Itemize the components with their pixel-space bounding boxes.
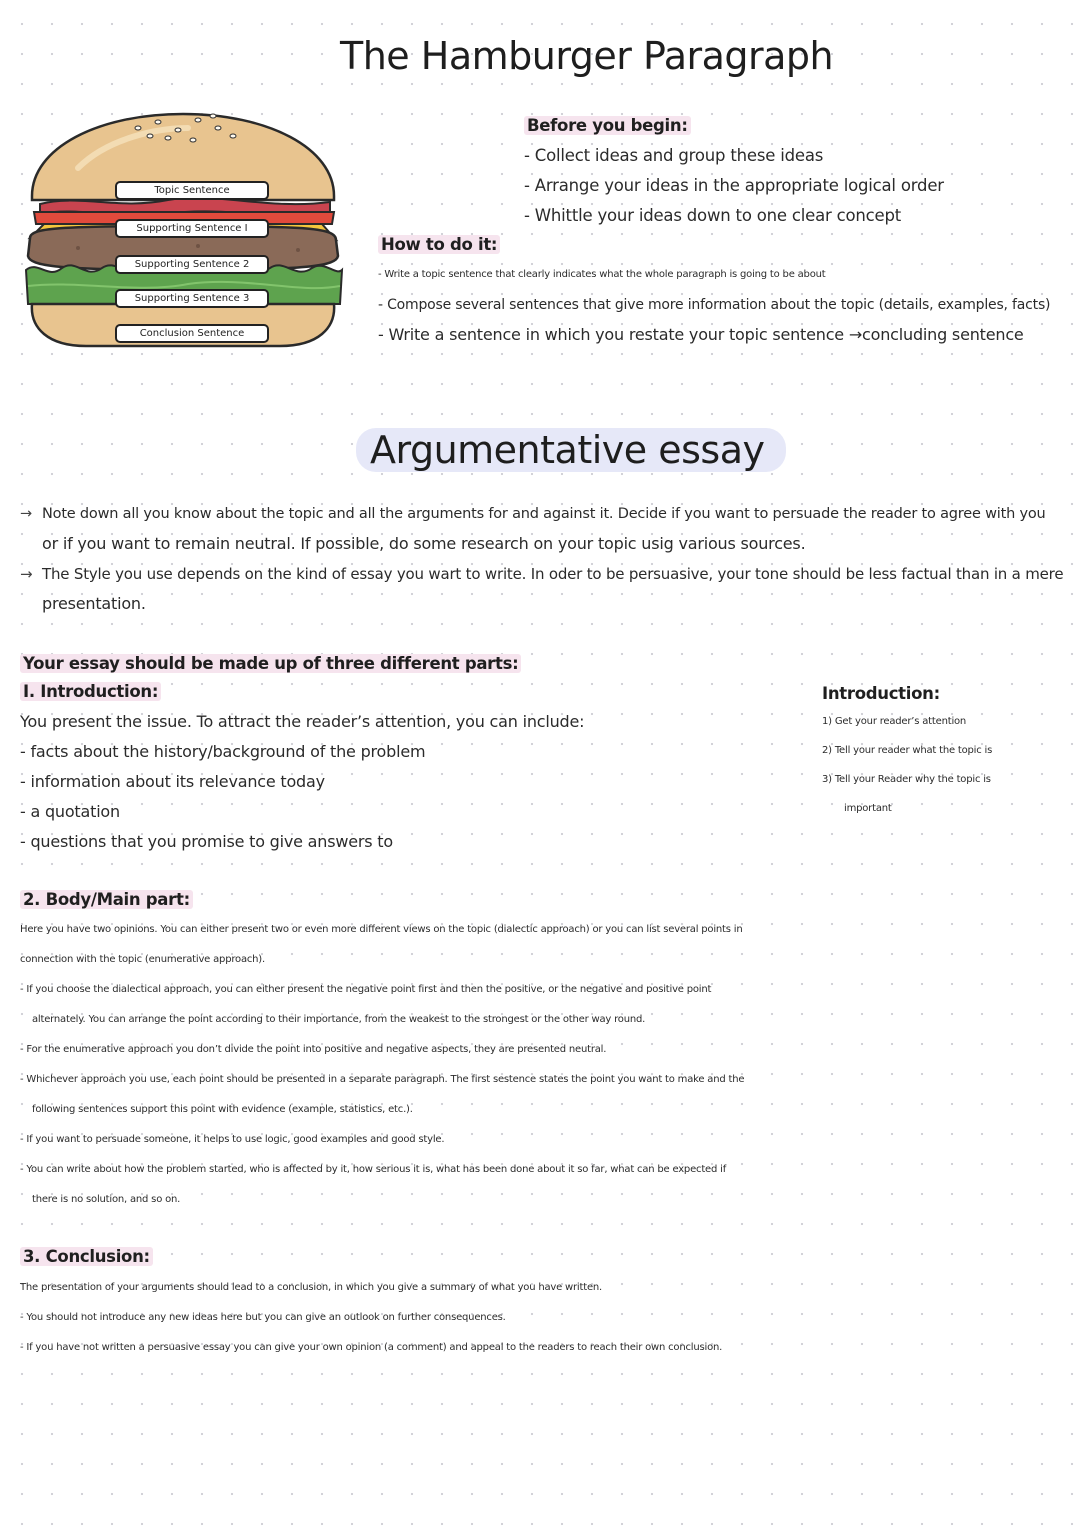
essay-notes xyxy=(20,499,1070,619)
conclusion-heading: 3. Conclusion: xyxy=(20,1242,153,1272)
intro-list xyxy=(20,707,584,857)
note-line: or if you want to remain neutral. If possible, do some research on your topic usig various sources. xyxy=(42,534,806,553)
intro-heading: I. Introduction: xyxy=(20,677,161,707)
body-line: - Whichever approach you use, each point should be presented in a separate paragraph. The first sestence states the point you want to make and the xyxy=(20,1074,745,1085)
body-line: following sentences support this point with evidence (example, statistics, etc.). xyxy=(32,1104,413,1115)
body-heading: 2. Body/Main part: xyxy=(20,885,193,915)
body-line: - For the enumerative approach you don’t divide the point into positive and negative aspects, they are presented neutral. xyxy=(20,1044,607,1055)
before-item: - Whittle your ideas down to one clear concept xyxy=(524,206,902,225)
intro-box-list xyxy=(822,707,1072,823)
how-item: - Write a topic sentence that clearly indicates what the whole paragraph is going to be about xyxy=(378,269,826,280)
label-supporting-sentence-3: Supporting Sentence 3 xyxy=(115,289,269,308)
note-line: → The Style you use depends on the kind of essay you wart to write. In oder to be persuasive, your tone should be less factual than in a mere xyxy=(20,559,1070,589)
intro-box-heading: Introduction: xyxy=(822,684,940,703)
body-line: - You can write about how the problem started, who is affected by it, how serious it is, what has been done about it so far, what can be expected if xyxy=(20,1164,727,1175)
label-topic-sentence: Topic Sentence xyxy=(115,181,269,200)
intro-box-item: 3) Tell your Reader why the topic is xyxy=(822,774,991,785)
body-line: Here you have two opinions. You can either present two or even more different views on the topic (dialectic approach) or you can list several points in xyxy=(20,924,743,935)
body-line: - If you choose the dialectical approach, you can either present the negative point first and then the positive, or the negative and positive point xyxy=(20,984,712,995)
body-line: alternately. You can arrange the point according to their importance, from the weakest to the strongest or the other way round. xyxy=(32,1014,646,1025)
conclusion-line: The presentation of your arguments should lead to a conclusion, in which you give a summary of what you have written. xyxy=(20,1282,603,1293)
arrow-icon: → xyxy=(20,506,32,522)
label-conclusion-sentence: Conclusion Sentence xyxy=(115,324,269,343)
intro-box-item: 2) Tell your reader what the topic is xyxy=(822,745,993,756)
body-list xyxy=(20,915,1075,1215)
essay-title: Argumentative essay xyxy=(356,428,786,472)
parts-heading: Your essay should be made up of three different parts: xyxy=(20,649,521,679)
page-title: The Hamburger Paragraph xyxy=(340,34,834,78)
before-item: - Collect ideas and group these ideas xyxy=(524,146,824,165)
arrow-icon: → xyxy=(20,565,33,583)
intro-line: - information about its relevance today xyxy=(20,772,325,791)
how-list xyxy=(378,260,1050,350)
label-supporting-sentence-2: Supporting Sentence 2 xyxy=(115,255,269,274)
note-line: → Note down all you know about the topic and all the arguments for and against it. Decide if you want to persuade the reader to agree with you xyxy=(20,499,1070,529)
intro-line: You present the issue. To attract the reader’s attention, you can include: xyxy=(20,712,585,731)
hamburger-illustration xyxy=(18,108,348,358)
body-line: - If you want to persuade someone, it helps to use logic, good examples and good style. xyxy=(20,1134,445,1145)
before-heading: Before you begin: xyxy=(524,111,691,141)
intro-line: - questions that you promise to give answers to xyxy=(20,832,393,851)
before-item: - Arrange your ideas in the appropriate logical order xyxy=(524,176,944,195)
conclusion-line: - You should not introduce any new ideas here but you can give an outlook on further consequences. xyxy=(20,1312,506,1323)
intro-box-item: important xyxy=(844,803,892,814)
how-item: - Compose several sentences that give more information about the topic (details, examples, facts) xyxy=(378,297,1051,313)
before-list xyxy=(524,141,944,231)
intro-line: - facts about the history/background of the problem xyxy=(20,742,426,761)
conclusion-list xyxy=(20,1273,1075,1363)
body-line: connection with the topic (enumerative approach). xyxy=(20,954,265,965)
intro-box-item: 1) Get your reader’s attention xyxy=(822,716,967,727)
label-supporting-sentence-1: Supporting Sentence I xyxy=(115,219,269,238)
body-line: there is no solution, and so on. xyxy=(32,1194,181,1205)
note-line: presentation. xyxy=(42,594,146,613)
how-heading: How to do it: xyxy=(378,230,500,260)
intro-line: - a quotation xyxy=(20,802,120,821)
conclusion-line: - If you have not written a persuasive essay you can give your own opinion (a comment) and appeal to the readers to reach their own conclusion. xyxy=(20,1342,723,1353)
how-item: - Write a sentence in which you restate your topic sentence →concluding sentence xyxy=(378,325,1024,344)
